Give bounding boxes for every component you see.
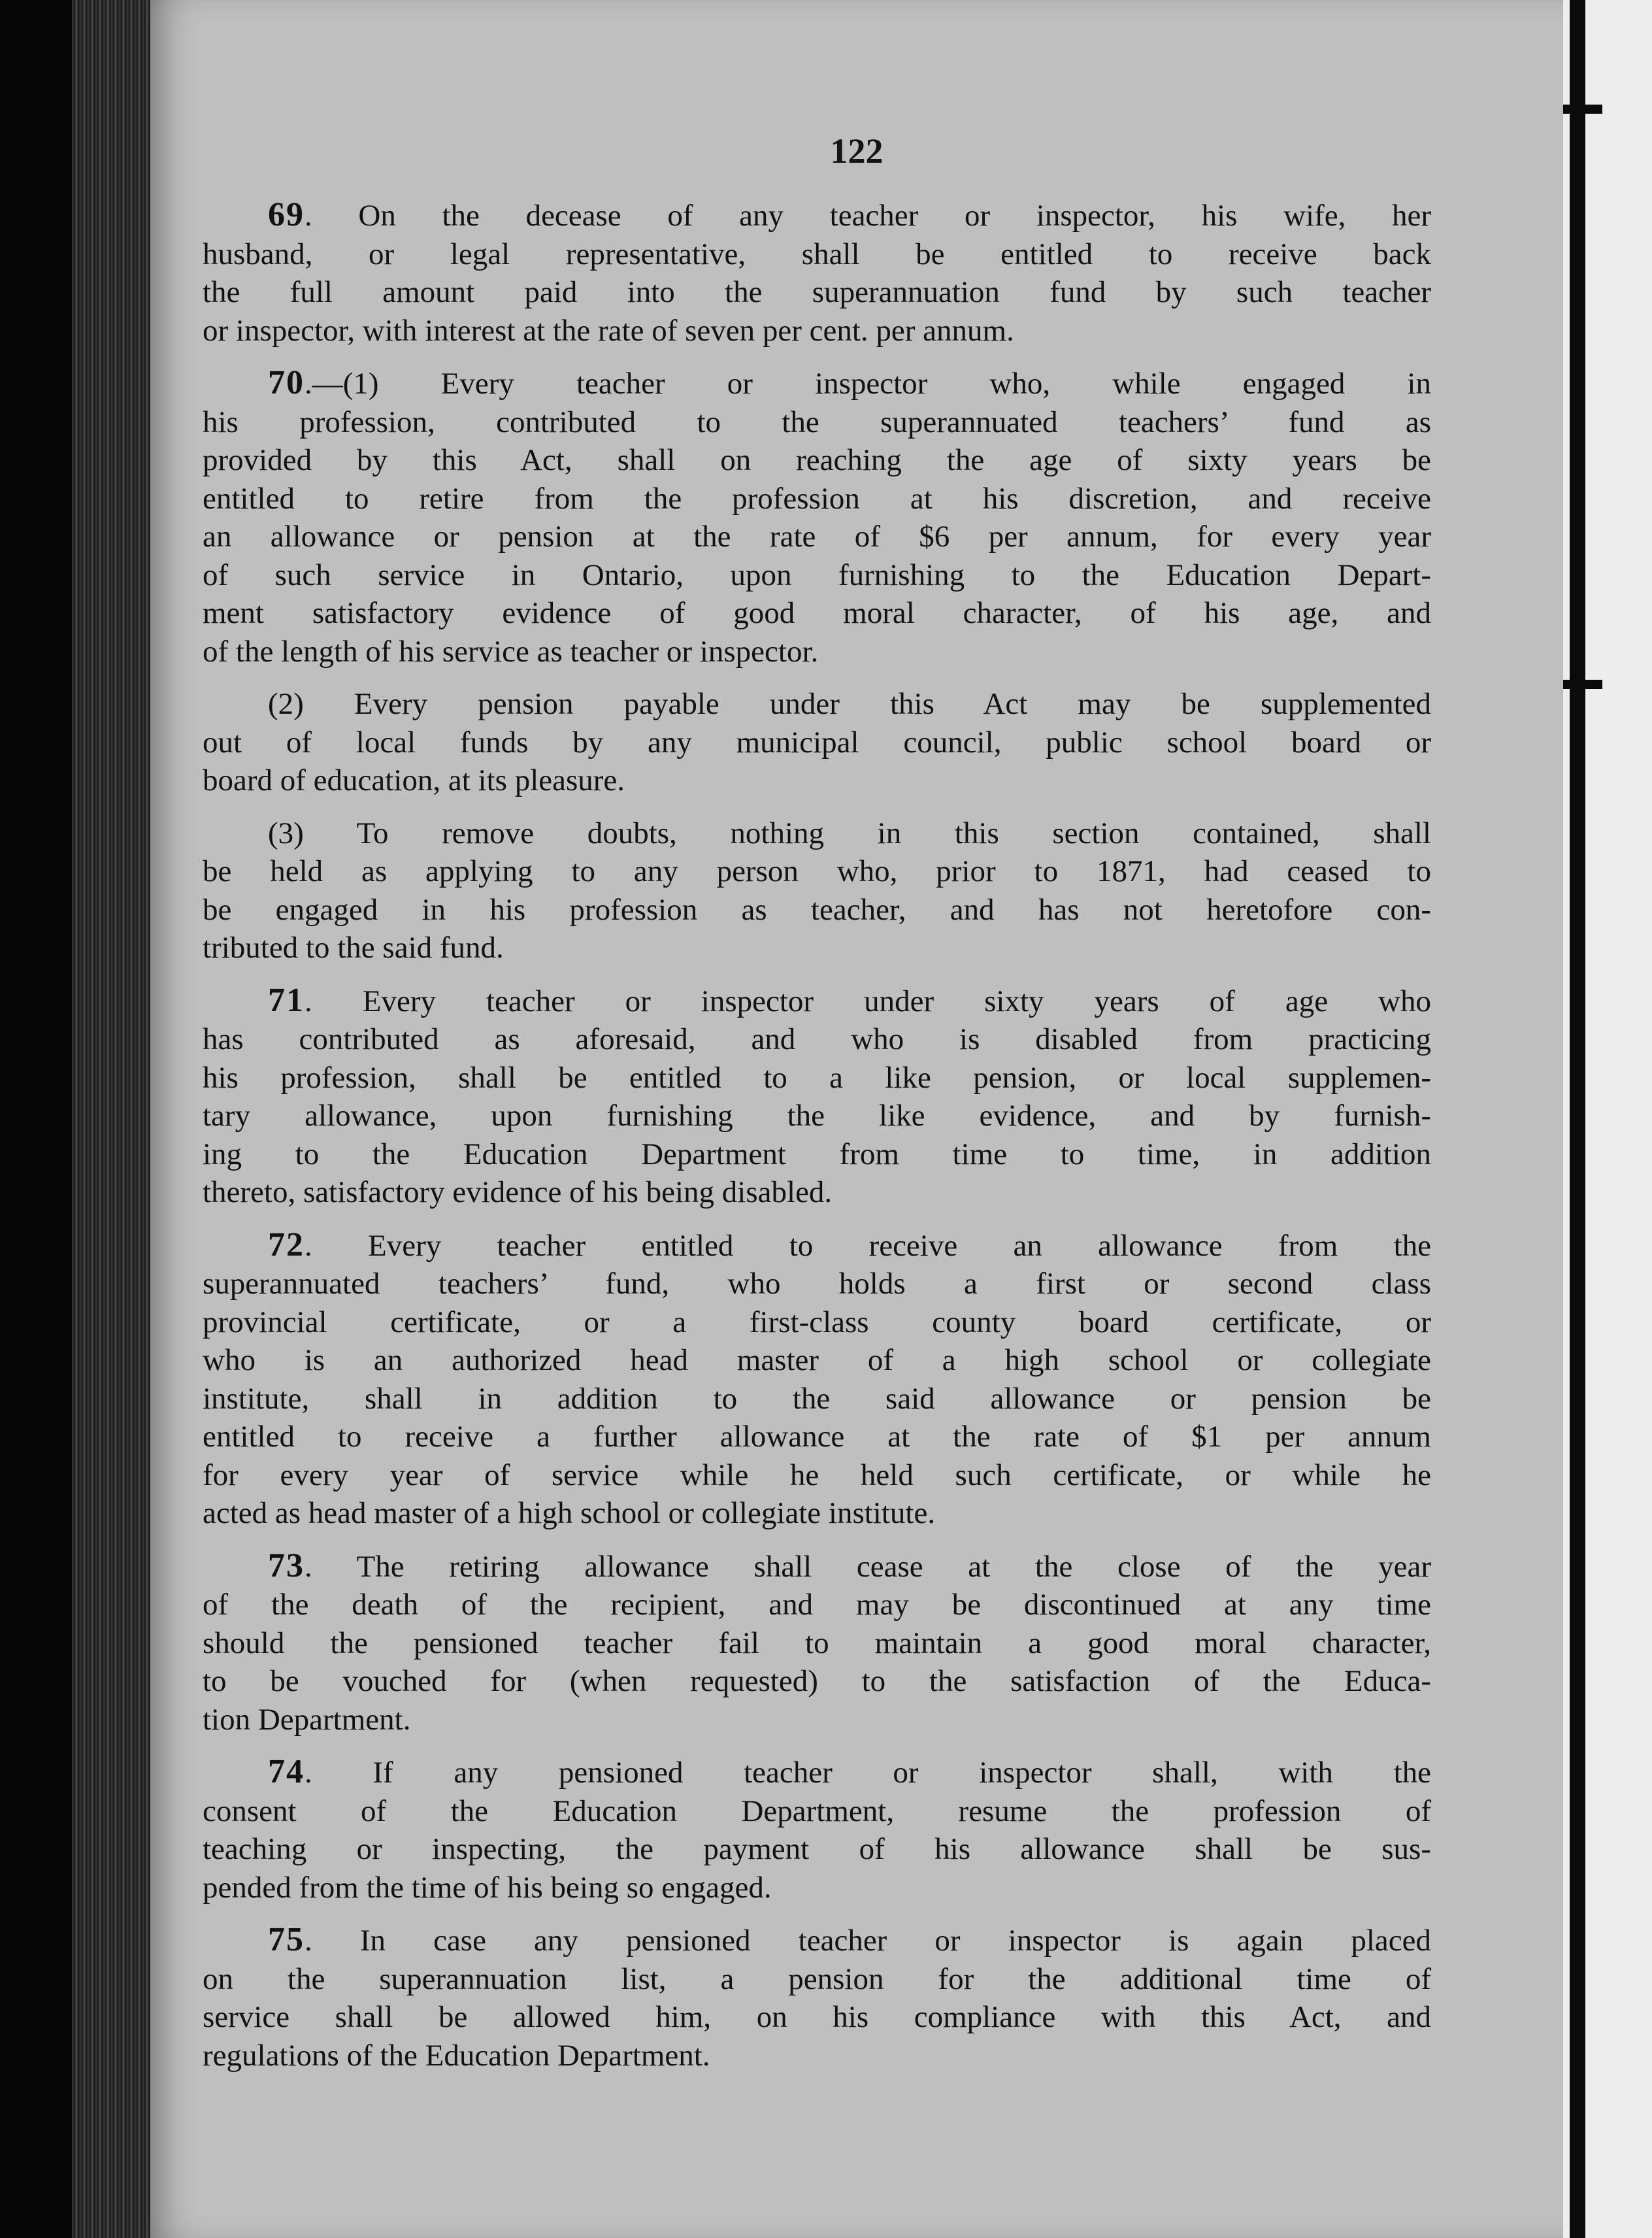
text-line (203, 2037, 1431, 2075)
line-text: who is an authorized head master of a high school or collegiate (203, 1343, 1431, 1377)
section-paragraph (203, 1921, 1431, 2075)
line-text: on the superannuation list, a pension for the additional time of (203, 1962, 1431, 1996)
section-number: 71 (268, 981, 305, 1019)
section-number: 74 (268, 1753, 305, 1790)
text-line (203, 1869, 1431, 1907)
text-line (203, 1020, 1431, 1059)
line-text: service shall be allowed him, on his compliance with this Act, and (203, 2000, 1431, 2034)
line-text: regulations of the Education Department. (203, 2038, 710, 2073)
text-line (203, 1830, 1431, 1869)
line-text: tributed to the said fund. (203, 931, 504, 965)
gutter-mark (1563, 105, 1602, 114)
text-line (203, 685, 1431, 724)
section-number: 75 (268, 1921, 305, 1958)
text-line (203, 1547, 1431, 1586)
text-line (203, 891, 1431, 929)
line-text: (2) Every pension payable under this Act may be supplemented (268, 687, 1431, 721)
book-gutter (1563, 0, 1652, 2238)
text-line (203, 1494, 1431, 1533)
text-line (203, 852, 1431, 891)
text-line (203, 1097, 1431, 1135)
line-text: . The retiring allowance shall cease at the close of the year (305, 1549, 1431, 1584)
line-text: . If any pensioned teacher or inspector shall, with the (305, 1756, 1431, 1790)
line-text: his profession, contributed to the superannuated teachers’ fund as (203, 405, 1431, 439)
line-text: of the death of the recipient, and may be discontinued at any time (203, 1588, 1431, 1622)
line-text: .—(1) Every teacher or inspector who, while engaged in (305, 367, 1431, 401)
text-line (203, 556, 1431, 595)
text-line (203, 196, 1431, 235)
line-text: teaching or inspecting, the payment of his allowance shall be sus- (203, 1832, 1431, 1866)
line-text: (3) To remove doubts, nothing in this section contained, shall (268, 816, 1431, 850)
text-line (203, 1586, 1431, 1624)
document-body (203, 196, 1431, 2089)
section-number: 72 (268, 1226, 305, 1263)
text-line (203, 403, 1431, 442)
section-number: 69 (268, 196, 305, 233)
line-text: thereto, satisfactory evidence of his being disabled. (203, 1175, 833, 1209)
page-number: 122 (830, 131, 884, 171)
line-text: consent of the Education Department, resume the profession of (203, 1794, 1431, 1828)
text-line (203, 1135, 1431, 1174)
section-paragraph (203, 982, 1431, 1212)
section-paragraph (203, 1547, 1431, 1739)
section-number: 73 (268, 1546, 305, 1584)
line-text: provided by this Act, shall on reaching the age of sixty years be (203, 443, 1431, 477)
section-paragraph (203, 196, 1431, 350)
line-text: board of education, at its pleasure. (203, 763, 625, 797)
line-text: should the pensioned teacher fail to maintain a good moral character, (203, 1626, 1431, 1660)
text-line (203, 929, 1431, 967)
text-line (203, 480, 1431, 518)
text-line (203, 594, 1431, 633)
text-line (203, 1303, 1431, 1342)
line-text: institute, shall in addition to the said allowance or pension be (203, 1381, 1431, 1416)
text-line (203, 364, 1431, 403)
text-line (203, 1624, 1431, 1663)
line-text: be held as applying to any person who, prior to 1871, had ceased to (203, 854, 1431, 888)
line-text: of such service in Ontario, upon furnishing to the Education Depart- (203, 558, 1431, 592)
text-line (203, 235, 1431, 274)
text-line (203, 1921, 1431, 1960)
line-text: has contributed as aforesaid, and who is disabled from practicing (203, 1022, 1431, 1056)
section-number: 70 (268, 364, 305, 401)
text-line (203, 1456, 1431, 1495)
line-text: for every year of service while he held such certificate, or while he (203, 1458, 1431, 1492)
text-line (203, 1380, 1431, 1418)
line-text: the full amount paid into the superannuation fund by such teacher (203, 275, 1431, 309)
text-line (203, 518, 1431, 556)
line-text: be engaged in his profession as teacher, and has not heretofore con- (203, 892, 1431, 927)
text-line (203, 1341, 1431, 1380)
gutter-spine-line (1570, 0, 1585, 2238)
line-text: or inspector, with interest at the rate of seven per cent. per annum. (203, 313, 1014, 348)
text-line (203, 273, 1431, 312)
line-text: superannuated teachers’ fund, who holds a first or second class (203, 1267, 1431, 1301)
text-line (203, 1662, 1431, 1701)
text-line (203, 1059, 1431, 1097)
text-line (203, 1960, 1431, 1999)
line-text: acted as head master of a high school or collegiate institute. (203, 1496, 936, 1530)
text-line (203, 761, 1431, 800)
line-text: entitled to receive a further allowance at the rate of $1 per annum (203, 1420, 1431, 1454)
section-paragraph (203, 1753, 1431, 1907)
section-paragraph (203, 685, 1431, 800)
line-text: . Every teacher entitled to receive an allowance from the (305, 1228, 1431, 1263)
line-text: pended from the time of his being so engaged. (203, 1870, 772, 1905)
section-paragraph (203, 1226, 1431, 1533)
text-line (203, 1792, 1431, 1831)
book-shadow (0, 0, 72, 2238)
text-line (203, 982, 1431, 1021)
line-text: ment satisfactory evidence of good moral character, of his age, and (203, 596, 1431, 630)
section-paragraph (203, 814, 1431, 967)
line-text: . On the decease of any teacher or inspector, his wife, her (305, 199, 1431, 233)
text-line (203, 724, 1431, 762)
line-text: of the length of his service as teacher or inspector. (203, 634, 819, 669)
line-text: out of local funds by any municipal council, public school board or (203, 725, 1431, 760)
section-paragraph (203, 364, 1431, 671)
line-text: tary allowance, upon furnishing the like evidence, and by furnish- (203, 1099, 1431, 1133)
text-line (203, 312, 1431, 350)
line-text: his profession, shall be entitled to a like pension, or local supplemen- (203, 1060, 1431, 1095)
text-line (203, 441, 1431, 480)
gutter-mark (1563, 680, 1602, 689)
line-text: ing to the Education Department from time to time, in addition (203, 1137, 1431, 1171)
text-line (203, 1753, 1431, 1792)
text-line (203, 1226, 1431, 1265)
text-line (203, 1418, 1431, 1456)
text-line (203, 814, 1431, 853)
line-text: tion Department. (203, 1702, 411, 1737)
line-text: to be vouched for (when requested) to the satisfaction of the Educa- (203, 1664, 1431, 1698)
text-line (203, 1998, 1431, 2037)
line-text: . In case any pensioned teacher or inspector is again placed (305, 1924, 1431, 1958)
line-text: husband, or legal representative, shall be entitled to receive back (203, 237, 1431, 271)
line-text: entitled to retire from the profession at his discretion, and receive (203, 481, 1431, 516)
line-text: . Every teacher or inspector under sixty years of age who (305, 984, 1431, 1018)
text-line (203, 1265, 1431, 1303)
text-line (203, 633, 1431, 671)
text-line (203, 1173, 1431, 1212)
text-line (203, 1701, 1431, 1739)
line-text: an allowance or pension at the rate of $6 per annum, for every year (203, 520, 1431, 554)
book-page-edges (0, 0, 150, 2238)
line-text: provincial certificate, or a first-class county board certificate, or (203, 1305, 1431, 1339)
